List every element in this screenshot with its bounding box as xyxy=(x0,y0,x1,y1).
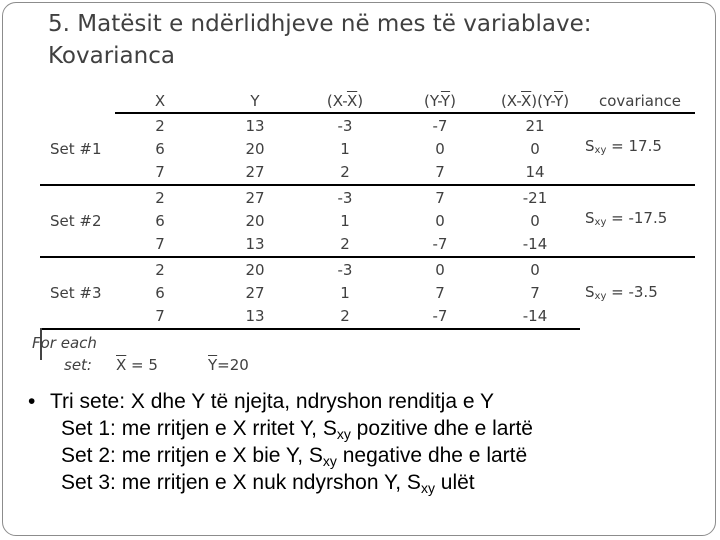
header-y: Y xyxy=(250,92,260,110)
bullet-set-2: Set 2: me rritjen e X bie Y, $S_{xy}$ negative dhe e lartë xyxy=(61,444,528,469)
set-3-label: Set #3 xyxy=(50,284,102,302)
cell: 20 xyxy=(245,261,265,279)
cell: 13 xyxy=(245,307,265,325)
bullet-line-1: • Tri sete: X dhe Y të njejta, ndryshon renditja e Y xyxy=(28,390,494,413)
cell: -14 xyxy=(522,235,548,253)
cell: -21 xyxy=(522,189,548,207)
cell: 2 xyxy=(340,163,350,181)
cell: 7 xyxy=(155,163,165,181)
header-x: X xyxy=(154,92,166,110)
cell: -7 xyxy=(432,307,448,325)
cell: 6 xyxy=(155,212,165,230)
cell: 0 xyxy=(435,140,445,158)
title-line-1: 5. Matësit e ndërlidhjeve në mes të variablave: xyxy=(48,11,592,37)
header-rule xyxy=(115,112,695,114)
cell: -3 xyxy=(337,261,353,279)
cell: 1 xyxy=(340,212,350,230)
header-product: $(X-\overline{X})(Y-\overline{Y})$ xyxy=(500,92,570,110)
cell: 1 xyxy=(340,140,350,158)
cell: -3 xyxy=(337,189,353,207)
cell: 6 xyxy=(155,284,165,302)
slide-title xyxy=(48,8,708,72)
footer-for-each: For each xyxy=(32,334,97,352)
cell: 20 xyxy=(245,140,265,158)
cell: 2 xyxy=(155,117,165,135)
cell: 1 xyxy=(340,284,350,302)
cell: 7 xyxy=(435,163,445,181)
cell: -7 xyxy=(432,235,448,253)
cell: 13 xyxy=(245,117,265,135)
set-1-label: Set #1 xyxy=(50,140,102,158)
header-y-deviation: $(Y-\overline{Y})$ xyxy=(424,92,456,110)
header-x-deviation: $(X-\overline{X})$ xyxy=(326,92,364,110)
set-3-covariance: $S_{xy} = -3.5$ xyxy=(585,283,658,302)
summary-bullets xyxy=(28,388,718,496)
footer-set: set: xyxy=(64,356,92,374)
covariance-table xyxy=(32,88,695,378)
cell: 20 xyxy=(245,212,265,230)
cell: 2 xyxy=(340,307,350,325)
cell: -3 xyxy=(337,117,353,135)
set-divider-1 xyxy=(40,184,695,186)
cell: 2 xyxy=(340,235,350,253)
cell: 0 xyxy=(530,261,540,279)
set-divider-2 xyxy=(40,256,695,258)
cell: 2 xyxy=(155,261,165,279)
cell: 0 xyxy=(435,261,445,279)
cell: 7 xyxy=(155,235,165,253)
cell: 6 xyxy=(155,140,165,158)
table-bottom-rule xyxy=(40,328,580,330)
cell: 7 xyxy=(435,189,445,207)
footer-x-mean: $\overline{X} = 5$ xyxy=(116,356,158,374)
set-2-label: Set #2 xyxy=(50,212,102,230)
cell: 13 xyxy=(245,235,265,253)
header-covariance: covariance xyxy=(598,92,681,110)
cell: 0 xyxy=(435,212,445,230)
cell: 27 xyxy=(245,163,265,181)
cell: 27 xyxy=(245,189,265,207)
cell: 0 xyxy=(530,212,540,230)
bullet-dot-icon: • xyxy=(28,390,36,413)
cell: 7 xyxy=(530,284,540,302)
cell: 21 xyxy=(525,117,545,135)
cell: 2 xyxy=(155,189,165,207)
bullet-set-1: Set 1: me rritjen e X rritet Y, $S_{xy}$ pozitive dhe e lartë xyxy=(61,417,533,442)
cell: 27 xyxy=(245,284,265,302)
cell: 0 xyxy=(530,140,540,158)
set-1-covariance: $S_{xy} = 17.5$ xyxy=(585,137,662,156)
cell: 14 xyxy=(525,163,545,181)
cell: 7 xyxy=(155,307,165,325)
title-line-2: Kovarianca xyxy=(48,43,175,69)
cell: -14 xyxy=(522,307,548,325)
bullet-set-3: Set 3: me rritjen e X nuk ndyrshon Y, $S_{xy}$ ulët xyxy=(61,471,475,496)
set-2-covariance: $S_{xy} = -17.5$ xyxy=(585,209,668,228)
cell: 7 xyxy=(435,284,445,302)
footer-y-mean: $\overline{Y}=20$ xyxy=(208,356,249,374)
cell: -7 xyxy=(432,117,448,135)
